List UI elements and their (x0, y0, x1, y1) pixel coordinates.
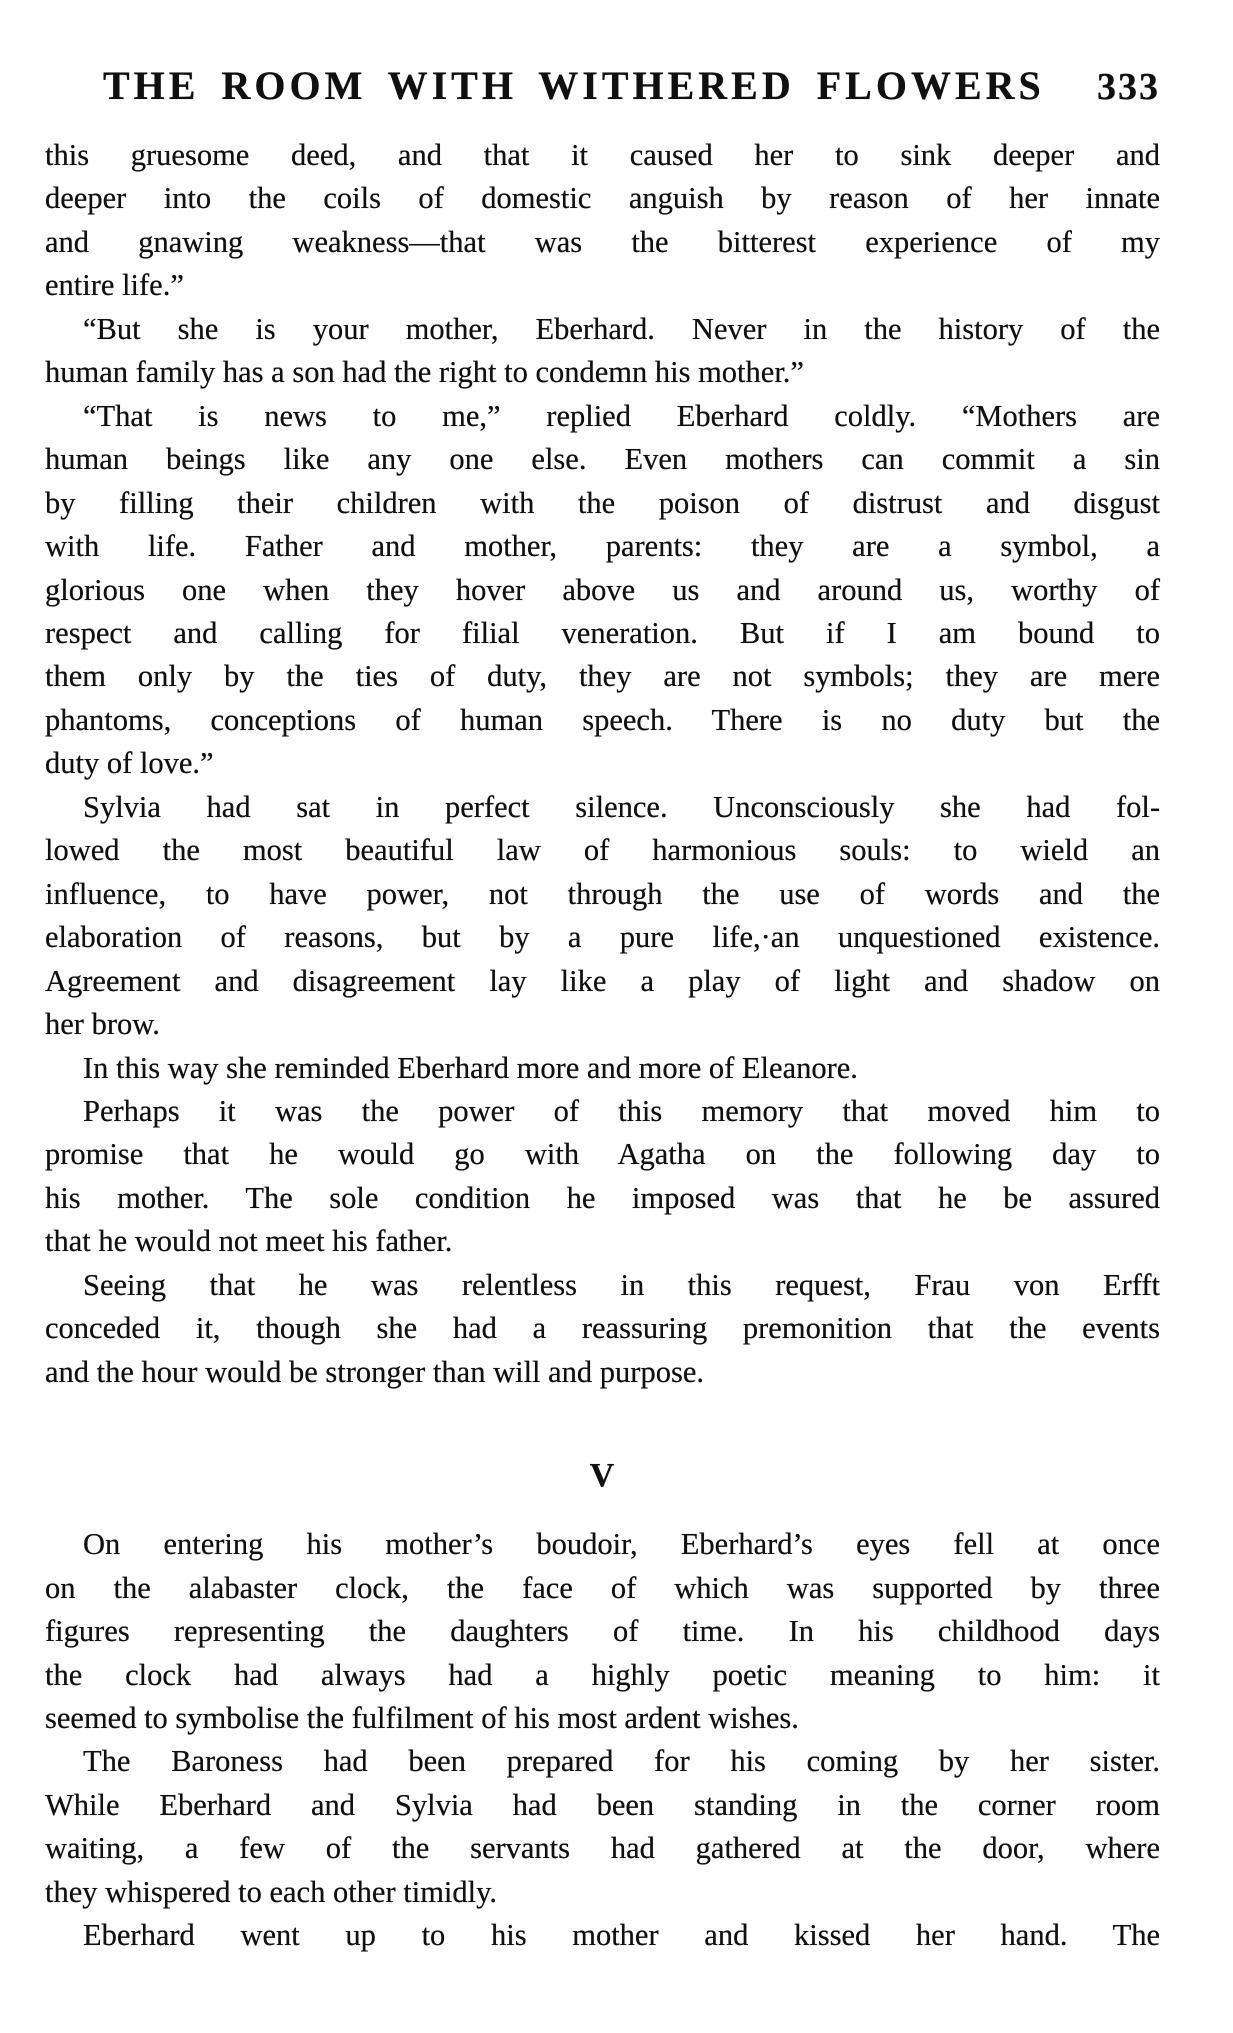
text-line: elaboration of reasons, but by a pure life,·an unquestioned existence. (45, 920, 1160, 955)
text-line: Agreement and disagreement lay like a play of light and shadow on (45, 963, 1160, 998)
text-line: While Eberhard and Sylvia had been standing in the corner room (45, 1787, 1160, 1822)
paragraph (45, 395, 1160, 786)
text-line: Perhaps it was the power of this memory that moved him to (83, 1093, 1160, 1128)
text-line: duty of love.” (45, 746, 214, 781)
text-line: conceded it, though she had a reassuring premonition that the events (45, 1311, 1160, 1346)
text-line: promise that he would go with Agatha on the following day to (45, 1137, 1160, 1172)
paragraph (45, 1914, 1160, 1957)
text-line: entire life.” (45, 268, 184, 303)
text-line: on the alabaster clock, the face of which was supported by three (45, 1570, 1160, 1605)
text-line: glorious one when they hover above us and around us, worthy of (45, 572, 1160, 607)
text-line: figures representing the daughters of time. In his childhood days (45, 1614, 1160, 1649)
text-line: with life. Father and mother, parents: they are a symbol, a (45, 529, 1160, 564)
text-line: and the hour would be stronger than will and purpose. (45, 1354, 704, 1389)
paragraph (45, 1740, 1160, 1914)
paragraph (45, 1047, 1160, 1090)
text-block (45, 134, 1160, 1958)
text-line: deeper into the coils of domestic anguish by reason of her innate (45, 181, 1160, 216)
text-line: that he would not meet his father. (45, 1224, 453, 1259)
text-line: and gnawing weakness—that was the bitterest experience of my (45, 224, 1160, 259)
text-line: Seeing that he was relentless in this request, Frau von Erfft (83, 1267, 1160, 1302)
text-line: by filling their children with the poison of distrust and disgust (45, 485, 1160, 520)
text-line: this gruesome deed, and that it caused her to sink deeper and (45, 138, 1160, 172)
text-line: Sylvia had sat in perfect silence. Unconsciously she had fol- (83, 789, 1160, 824)
paragraph (45, 1090, 1160, 1264)
text-line: “That is news to me,” replied Eberhard coldly. “Mothers are (83, 398, 1160, 433)
section-heading: V (589, 1457, 616, 1495)
text-line: them only by the ties of duty, they are not symbols; they are mere (45, 659, 1160, 694)
text-line: they whispered to each other timidly. (45, 1874, 498, 1909)
running-head (45, 62, 1160, 111)
text-line: the clock had always had a highly poetic meaning to him: it (45, 1657, 1160, 1692)
text-line: The Baroness had been prepared for his coming by her sister. (83, 1744, 1160, 1779)
text-line: On entering his mother’s boudoir, Eberhard’s eyes fell at once (83, 1527, 1160, 1562)
text-line: influence, to have power, not through the use of words and the (45, 876, 1160, 911)
text-line: waiting, a few of the servants had gathered at the door, where (45, 1831, 1160, 1866)
paragraph (45, 1264, 1160, 1394)
text-line: her brow. (45, 1007, 160, 1042)
text-line: seemed to symbolise the fulfilment of his most ardent wishes. (45, 1700, 799, 1735)
text-line: human family has a son had the right to condemn his mother.” (45, 355, 804, 390)
paragraph (45, 1523, 1160, 1740)
text-line: human beings like any one else. Even mothers can commit a sin (45, 442, 1160, 477)
paragraph (45, 786, 1160, 1047)
page-number: 333 (1097, 66, 1160, 108)
paragraph (45, 308, 1160, 395)
text-line: respect and calling for filial veneration. But if I am bound to (45, 615, 1160, 650)
text-line: Eberhard went up to his mother and kissed her hand. The (83, 1918, 1160, 1953)
text-line: In this way she reminded Eberhard more and more of Eleanore. (83, 1050, 858, 1085)
text-line: “But she is your mother, Eberhard. Never in the history of the (83, 311, 1160, 346)
text-line: lowed the most beautiful law of harmonious souls: to wield an (45, 833, 1160, 868)
text-line: phantoms, conceptions of human speech. There is no duty but the (45, 702, 1160, 737)
page-title: THE ROOM WITH WITHERED FLOWERS (103, 63, 1045, 108)
text-line: his mother. The sole condition he imposed was that he be assured (45, 1180, 1160, 1215)
paragraph (45, 134, 1160, 308)
